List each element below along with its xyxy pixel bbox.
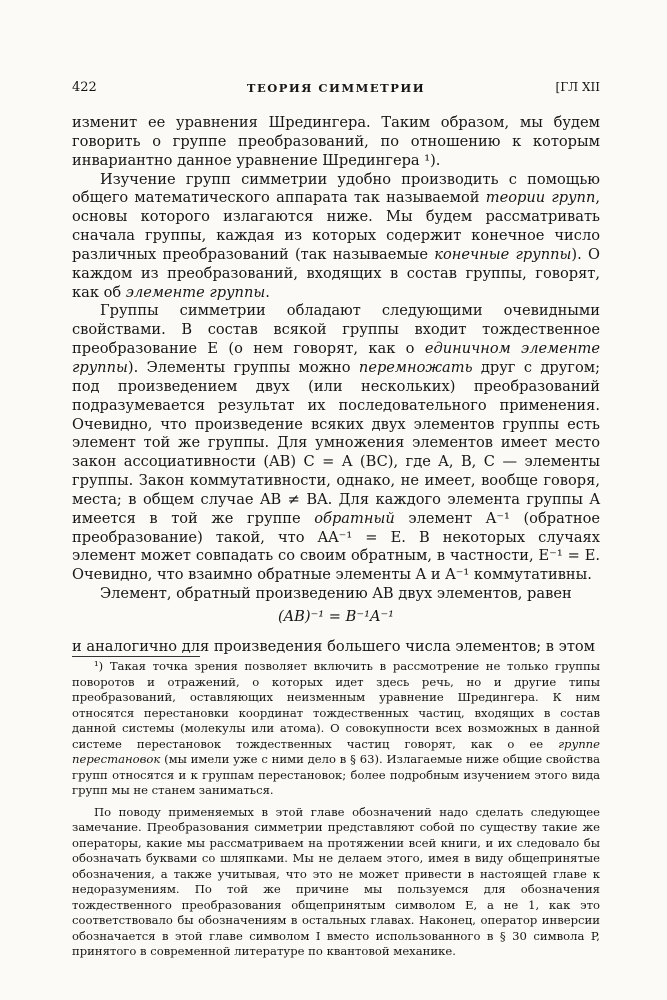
paragraph-5: и аналогично для произведения большего числа элементов; в этом — [72, 637, 596, 655]
footnotes — [72, 659, 600, 960]
footnote-2: По поводу применяемых в этой главе обозначений надо сделать следующее замечание. Преобразования симметрии представляют собой по существу такие же операторы, какие мы рассматриваем на протяжении всей книги, и их следовало бы обозначать буквами со шляпками. Мы не делаем этого, имея в виду общепринятые обозначения, а также учитывая, что это не может привести в настоящей главе к недоразумениям. По той же причине мы пользуемся для обозначения тождественного преобразования общепринятым символом E, а не 1, как это соответствовало бы обозначениям в остальных главах. Наконец, оператор инверсии обозначается в этой главе символом I вместо использованного в § 30 символа P, принятого в современной литературе по квантовой механике. — [72, 804, 600, 958]
term-inverse: обратный — [314, 509, 395, 527]
footnote-divider — [72, 656, 200, 657]
page-number: 422 — [72, 80, 97, 95]
term-unit-element: единичном элементе группы — [72, 340, 600, 376]
paragraph-3: Группы симметрии обладают следующими очевидными свойствами. В состав всякой группы входит тождественное преобразование E (о нем говорят, как о единичном элементе группы). Элементы группы можно перемножать друг с другом; под произведением двух (или нескольких) преобразований подразумевается результат их последовательного применения. Очевидно, что произведение всяких двух элементов группы есть элемент той же группы. Для умножения элементов имеет место закон ассоциативности (AB) C = A (BC), где A, B, C — элементы группы. Закон коммутативности, однако, не имеет, вообще говоря, места; в общем случае AB ≠ BA. Для каждого элемента группы A имеется в той же группе обратный элемент A⁻¹ (обратное преобразование) такой, что AA⁻¹ = E. В некоторых случаях элемент может совпадать со своим обратным, в частности, E⁻¹ = E. Очевидно, что взаимно обратные элементы A и A⁻¹ коммутативны. — [72, 302, 600, 584]
paragraph-4: Элемент, обратный произведению AB двух элементов, равен — [100, 585, 572, 603]
term-finite-groups: конечные группы — [434, 245, 572, 263]
paragraph-2: Изучение групп симметрии удобно производить с помощью общего математического аппарата так называемой теории групп, основы которого излагаются ниже. Мы будем рассматривать сначала группы, каждая из которых содержит конечное число различных преобразований (так называемые конечные группы). О каждом из преобразований, входящих в состав группы, говорят, как об элементе группы. — [72, 170, 600, 301]
page-header — [72, 80, 600, 100]
term-multiply: перемножать — [358, 358, 473, 376]
paragraph-1: изменит ее уравнения Шредингера. Таким образом, мы будем говорить о группе преобразований, по отношению к которым инвариантно данное уравнение Шредингера ¹). — [72, 114, 600, 169]
running-title: ТЕОРИЯ СИММЕТРИИ — [246, 81, 426, 95]
chapter-label: [ГЛ XII — [555, 80, 600, 94]
term-group-theory: теории групп — [485, 189, 596, 207]
formula-inverse-product: (AB)⁻¹ = B⁻¹A⁻¹ — [277, 607, 395, 625]
term-group-element: элементе группы — [125, 283, 266, 301]
footnote-1: ¹) Такая точка зрения позволяет включить в рассмотрение не только группы поворотов и отражений, о которых идет здесь речь, но и другие типы преобразований, оставляющих неизменным уравнение Шредингера. К ним относятся перестановки координат тождественных частиц, входящих в состав данной системы (молекулы или атома). О совокупности всех возможных в данной системе перестановок тождественных частиц говорят, как о ее группе перестановок (мы имели уже с ними дело в § 63). Излагаемые ниже общие свойства групп относятся и к группам перестановок; более подробным изучением этого вида групп мы не станем заниматься. — [72, 659, 600, 797]
term-permutation-group: группе перестановок — [72, 736, 600, 766]
main-text — [72, 114, 600, 657]
